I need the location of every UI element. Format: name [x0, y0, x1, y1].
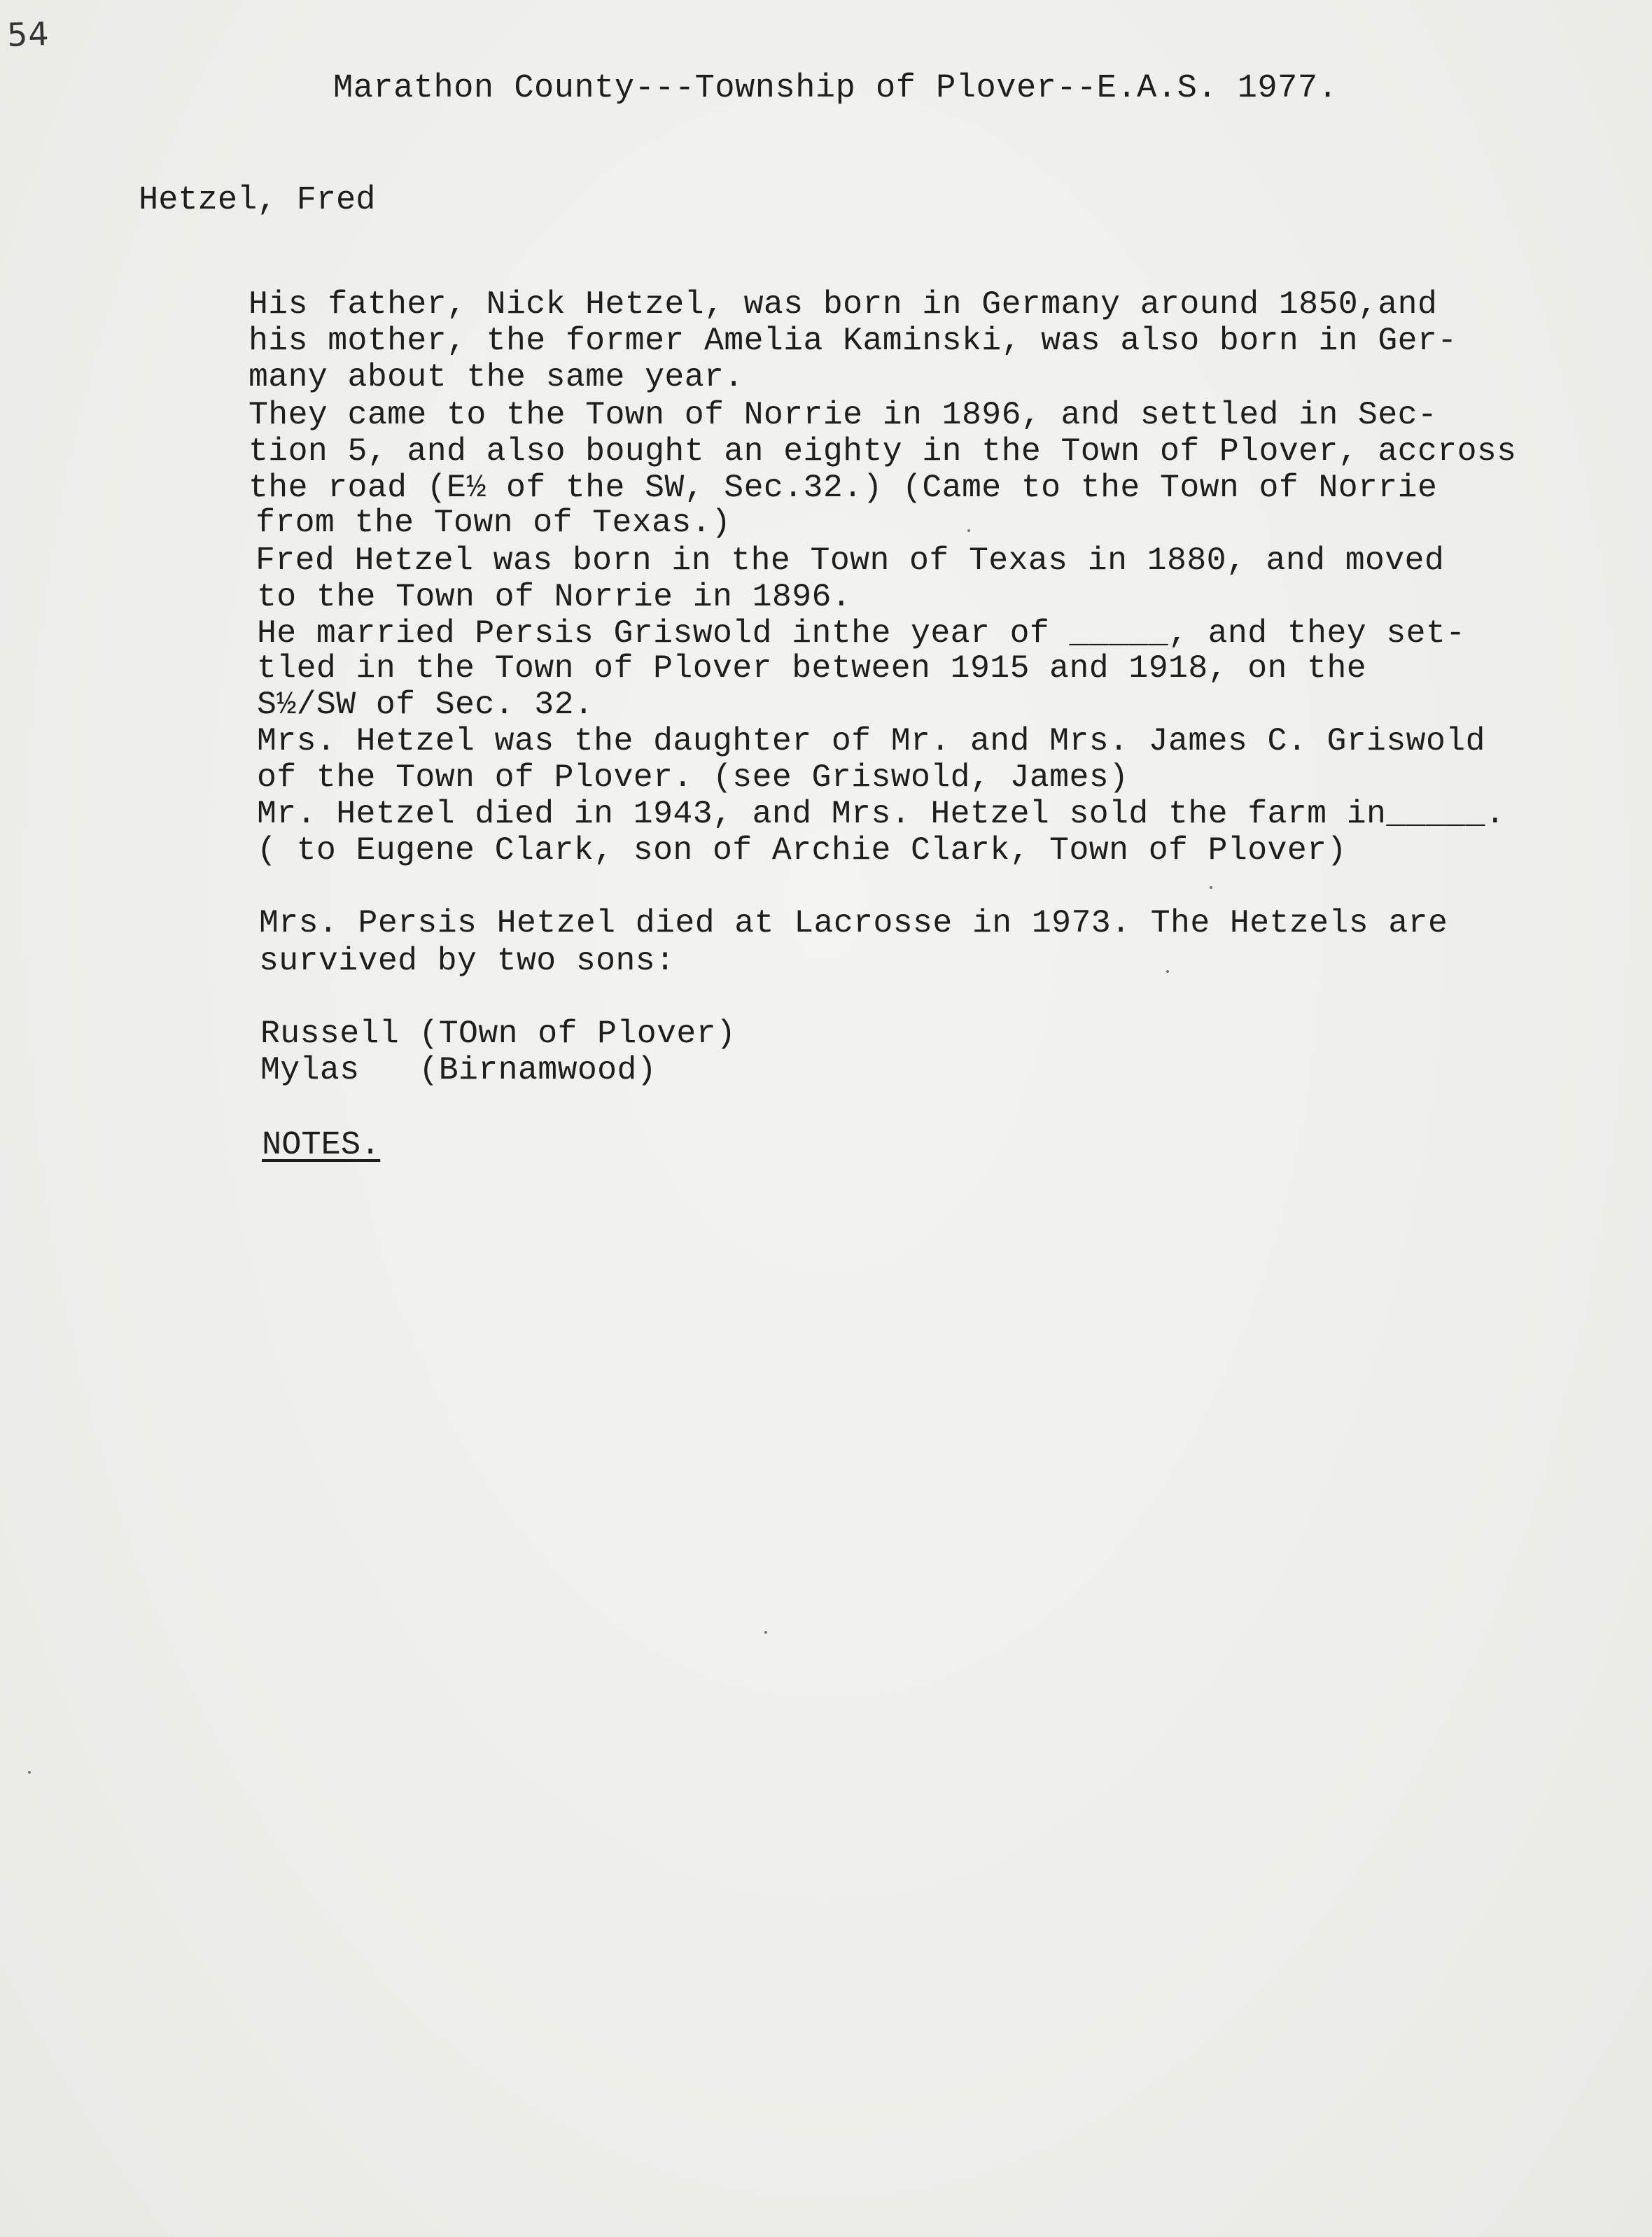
paper-speck: [1210, 886, 1212, 889]
page-number: 54: [6, 14, 50, 55]
body-line: His father, Nick Hetzel, was born in Germany around 1850,and: [248, 286, 1438, 323]
body-line: Russell (TOwn of Plover): [260, 1015, 736, 1052]
body-line: Mrs. Hetzel was the daughter of Mr. and Mrs. James C. Griswold: [257, 722, 1485, 759]
body-line: tion 5, and also bought an eighty in the Town of Plover, accross: [248, 433, 1517, 470]
paper-speck: [764, 1631, 767, 1634]
body-line: He married Persis Griswold inthe year of _____, and they set-: [257, 615, 1466, 652]
body-line: the road (E½ of the SW, Sec.32.) (Came to the Town of Norrie: [248, 469, 1438, 506]
body-line: S½/SW of Sec. 32.: [257, 686, 594, 723]
body-line: tled in the Town of Plover between 1915 and 1918, on the: [257, 650, 1367, 687]
document-header: Marathon County---Township of Plover--E.A.S. 1977.: [333, 70, 1338, 107]
body-line: Mrs. Persis Hetzel died at Lacrosse in 1973. The Hetzels are: [259, 904, 1448, 941]
subject-name: Hetzel, Fred: [139, 182, 376, 219]
notes-heading: NOTES.: [262, 1127, 381, 1164]
body-line: from the Town of Texas.): [255, 504, 732, 541]
body-line: to the Town of Norrie in 1896.: [257, 578, 852, 615]
body-line: Mr. Hetzel died in 1943, and Mrs. Hetzel sold the farm in_____.: [257, 795, 1506, 832]
paper-speck: [967, 529, 970, 532]
body-line: of the Town of Plover. (see Griswold, James): [257, 759, 1129, 796]
paper-speck: [28, 1771, 31, 1774]
body-line: many about the same year.: [248, 358, 744, 395]
body-line: survived by two sons:: [259, 942, 676, 979]
body-line: They came to the Town of Norrie in 1896, and settled in Sec-: [248, 396, 1438, 433]
body-line: ( to Eugene Clark, son of Archie Clark, Town of Plover): [257, 832, 1347, 869]
body-line: Fred Hetzel was born in the Town of Texas in 1880, and moved: [255, 542, 1445, 579]
body-line: Mylas (Birnamwood): [260, 1051, 657, 1088]
paper-speck: [1166, 970, 1169, 973]
body-line: his mother, the former Amelia Kaminski, was also born in Ger-: [248, 322, 1457, 359]
